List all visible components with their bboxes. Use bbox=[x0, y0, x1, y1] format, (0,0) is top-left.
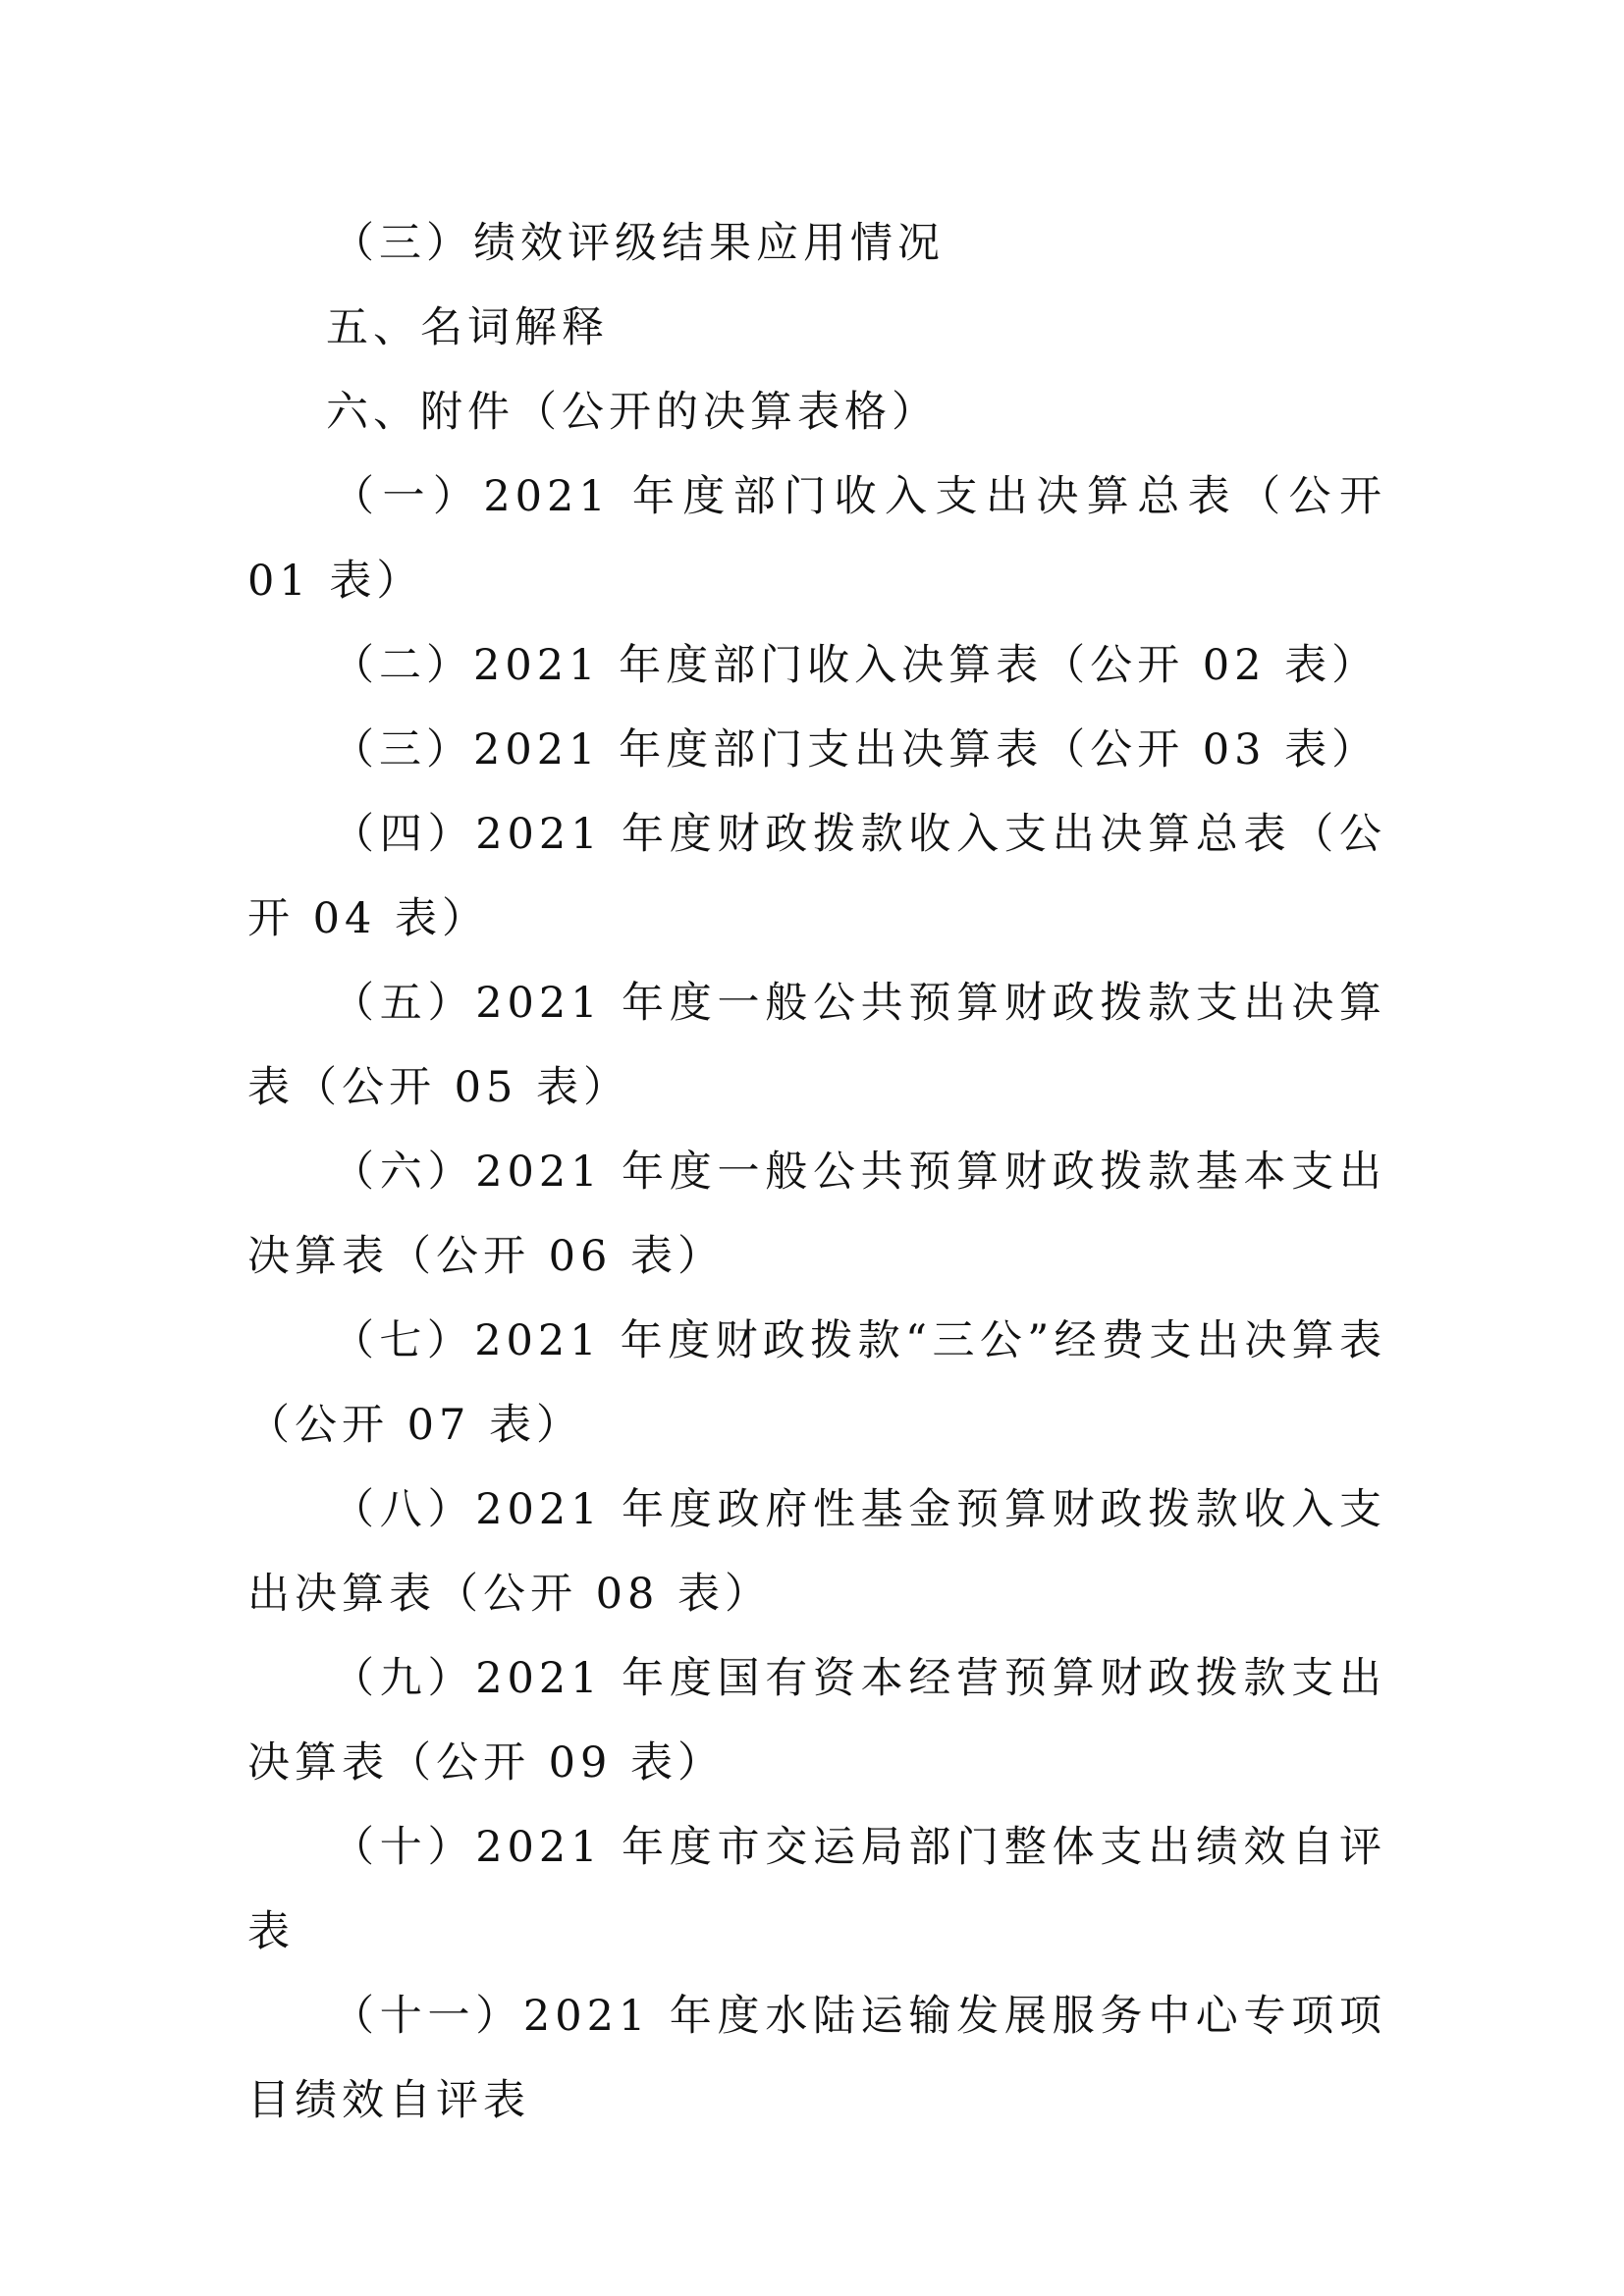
attachment-item-1: （一）2021 年度部门收入支出决算总表（公开 01 表） bbox=[247, 472, 1386, 606]
attachment-item-7: （七）2021 年度财政拨款“三公”经费支出决算表（公开 07 表） bbox=[247, 1316, 1386, 1450]
attachment-item-3: （三）2021 年度部门支出决算表（公开 03 表） bbox=[332, 725, 1380, 774]
document-body bbox=[247, 201, 1386, 2143]
section-heading-glossary: 五、名词解释 bbox=[326, 303, 609, 352]
attachment-item-2: （二）2021 年度部门收入决算表（公开 02 表） bbox=[332, 641, 1380, 690]
attachment-item-5: （五）2021 年度一般公共预算财政拨款支出决算表（公开 05 表） bbox=[247, 979, 1386, 1112]
attachment-item-4: （四）2021 年度财政拨款收入支出决算总表（公开 04 表） bbox=[247, 810, 1386, 943]
paragraph-performance-rating-application: （三）绩效评级结果应用情况 bbox=[332, 219, 945, 268]
attachment-item-11: （十一）2021 年度水陆运输发展服务中心专项项目绩效自评表 bbox=[247, 1992, 1386, 2125]
attachment-item-9: （九）2021 年度国有资本经营预算财政拨款支出决算表（公开 09 表） bbox=[247, 1654, 1386, 1788]
attachment-item-10: （十）2021 年度市交运局部门整体支出绩效自评表 bbox=[247, 1823, 1386, 1956]
attachment-item-6: （六）2021 年度一般公共预算财政拨款基本支出决算表（公开 06 表） bbox=[247, 1148, 1386, 1281]
attachment-item-8: （八）2021 年度政府性基金预算财政拨款收入支出决算表（公开 08 表） bbox=[247, 1485, 1386, 1619]
section-heading-attachments: 六、附件（公开的决算表格） bbox=[326, 388, 939, 437]
